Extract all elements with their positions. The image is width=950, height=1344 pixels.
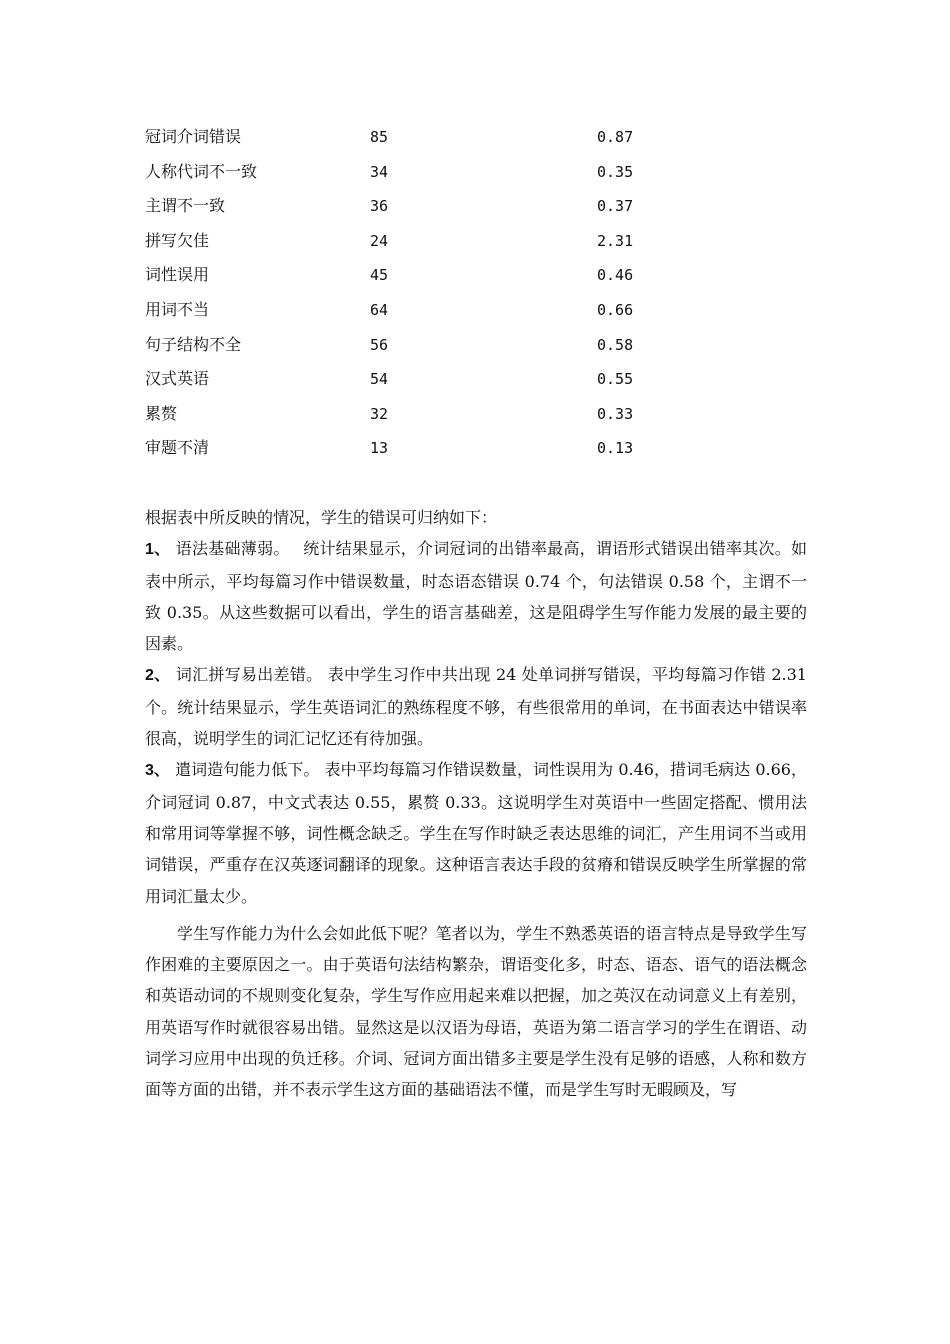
analysis-paragraph: 学生写作能力为什么会如此低下呢？笔者以为，学生不熟悉英语的语言特点是导致学生写作困难的主要原因之一。由于英语句法结构繁杂，谓语变化多，时态、语态、语气的语法概念和英语动词的不规则变化复杂，学生写作应用起来难以把握，加之英汉在动词意义上有差别，用英语写作时就很容易出错。显然这是以汉语为母语，英语为第二语言学习的学生在谓语、动词学习应用中出现的负迁移。介词、冠词方面出错多主要是学生没有足够的语感，人称和数方面等方面的出错，并不表示学生这方面的基础语法不懂，而是学生写时无暇顾及，写 — [145, 923, 807, 1100]
table-cell-count: 13 — [370, 439, 389, 458]
table-row — [145, 226, 705, 261]
table-row — [145, 260, 705, 295]
intro-paragraph: 根据表中所反映的情况，学生的错误可归纳如下： — [145, 508, 498, 527]
table-cell-category: 冠词介词错误 — [145, 127, 242, 146]
table-row — [145, 330, 705, 365]
table-cell-average: 0.35 — [597, 162, 634, 181]
table-cell-average: 0.55 — [597, 370, 634, 389]
table-row — [145, 157, 705, 192]
point-1-heading: 语法基础薄弱。 — [170, 539, 282, 559]
point-2-paragraph — [145, 659, 807, 754]
point-2-number: 2、 — [145, 667, 171, 685]
point-3-number: 3、 — [145, 762, 170, 780]
table-cell-count: 32 — [370, 404, 389, 423]
table-cell-average: 0.58 — [597, 335, 634, 354]
table-row — [145, 191, 705, 226]
table-row — [145, 399, 705, 434]
table-cell-count: 85 — [370, 128, 389, 146]
table-cell-category: 句子结构不全 — [145, 334, 242, 354]
point-2-heading: 词汇拼写易出差错。 — [170, 665, 323, 685]
point-1-paragraph — [145, 533, 807, 659]
table-row — [145, 364, 705, 399]
point-3-paragraph — [145, 754, 807, 911]
table-cell-average: 2.31 — [597, 231, 634, 250]
table-cell-category: 人称代词不一致 — [145, 161, 258, 181]
table-cell-category: 审题不清 — [145, 438, 210, 458]
error-stats-table — [145, 122, 705, 468]
table-row — [145, 122, 705, 157]
table-cell-category: 词性误用 — [145, 265, 210, 285]
table-cell-count: 56 — [370, 335, 389, 354]
table-cell-average: 0.87 — [597, 128, 634, 146]
point-3-heading: 遣词造句能力低下。 — [169, 760, 320, 780]
table-row — [145, 295, 705, 330]
table-cell-average: 0.46 — [597, 266, 634, 285]
table-cell-count: 24 — [370, 231, 389, 250]
table-cell-count: 36 — [370, 197, 389, 216]
table-cell-category: 用词不当 — [145, 299, 210, 319]
body-text — [145, 502, 807, 1106]
table-cell-category: 主谓不一致 — [145, 196, 226, 216]
table-cell-category: 汉式英语 — [145, 369, 210, 389]
table-cell-category: 累赘 — [145, 403, 178, 423]
table-cell-average: 0.13 — [597, 439, 634, 458]
table-cell-average: 0.33 — [597, 404, 634, 423]
point-1-number: 1、 — [145, 541, 171, 559]
table-cell-category: 拼写欠佳 — [145, 230, 210, 250]
table-cell-count: 45 — [370, 266, 389, 285]
table-cell-average: 0.37 — [597, 197, 634, 216]
table-cell-average: 0.66 — [597, 300, 634, 319]
point-3-body: 表中平均每篇习作错误数量，词性误用为 0.46，措词毛病达 0.66，介词冠词 0.87，中文式表达 0.55，累赘 0.33。这说明学生对英语中一些固定搭配、惯用法和常用词等掌握不够，词性概念缺乏。学生在写作时缺乏表达思维的词汇，产生用词不当或用词错误，严重存在汉英逐词翻译的现象。这种语言表达手段的贫瘠和错误反映学生所掌握的常用词汇量太少。 — [145, 760, 807, 906]
table-cell-count: 64 — [370, 300, 389, 319]
table-cell-count: 54 — [370, 370, 389, 389]
point-1-body: 统计结果显示，介词冠词的出错率最高，谓语形式错误出错率其次。如表中所示，平均每篇习作中错误数量，时态语态错误 0.74 个，句法错误 0.58 个，主谓不一致 0.35。从这些数据可以看出，学生的语言基础差，这是阻碍学生写作能力发展的最主要的因素。 — [145, 539, 807, 654]
table-cell-count: 34 — [370, 162, 389, 181]
table-row — [145, 433, 705, 468]
point-2-body: 表中学生习作中共出现 24 处单词拼写错误，平均每篇习作错 2.31 个。统计结果显示，学生英语词汇的熟练程度不够，有些很常用的单词，在书面表达中错误率很高，说明学生的词汇记忆还有待加强。 — [145, 665, 807, 749]
